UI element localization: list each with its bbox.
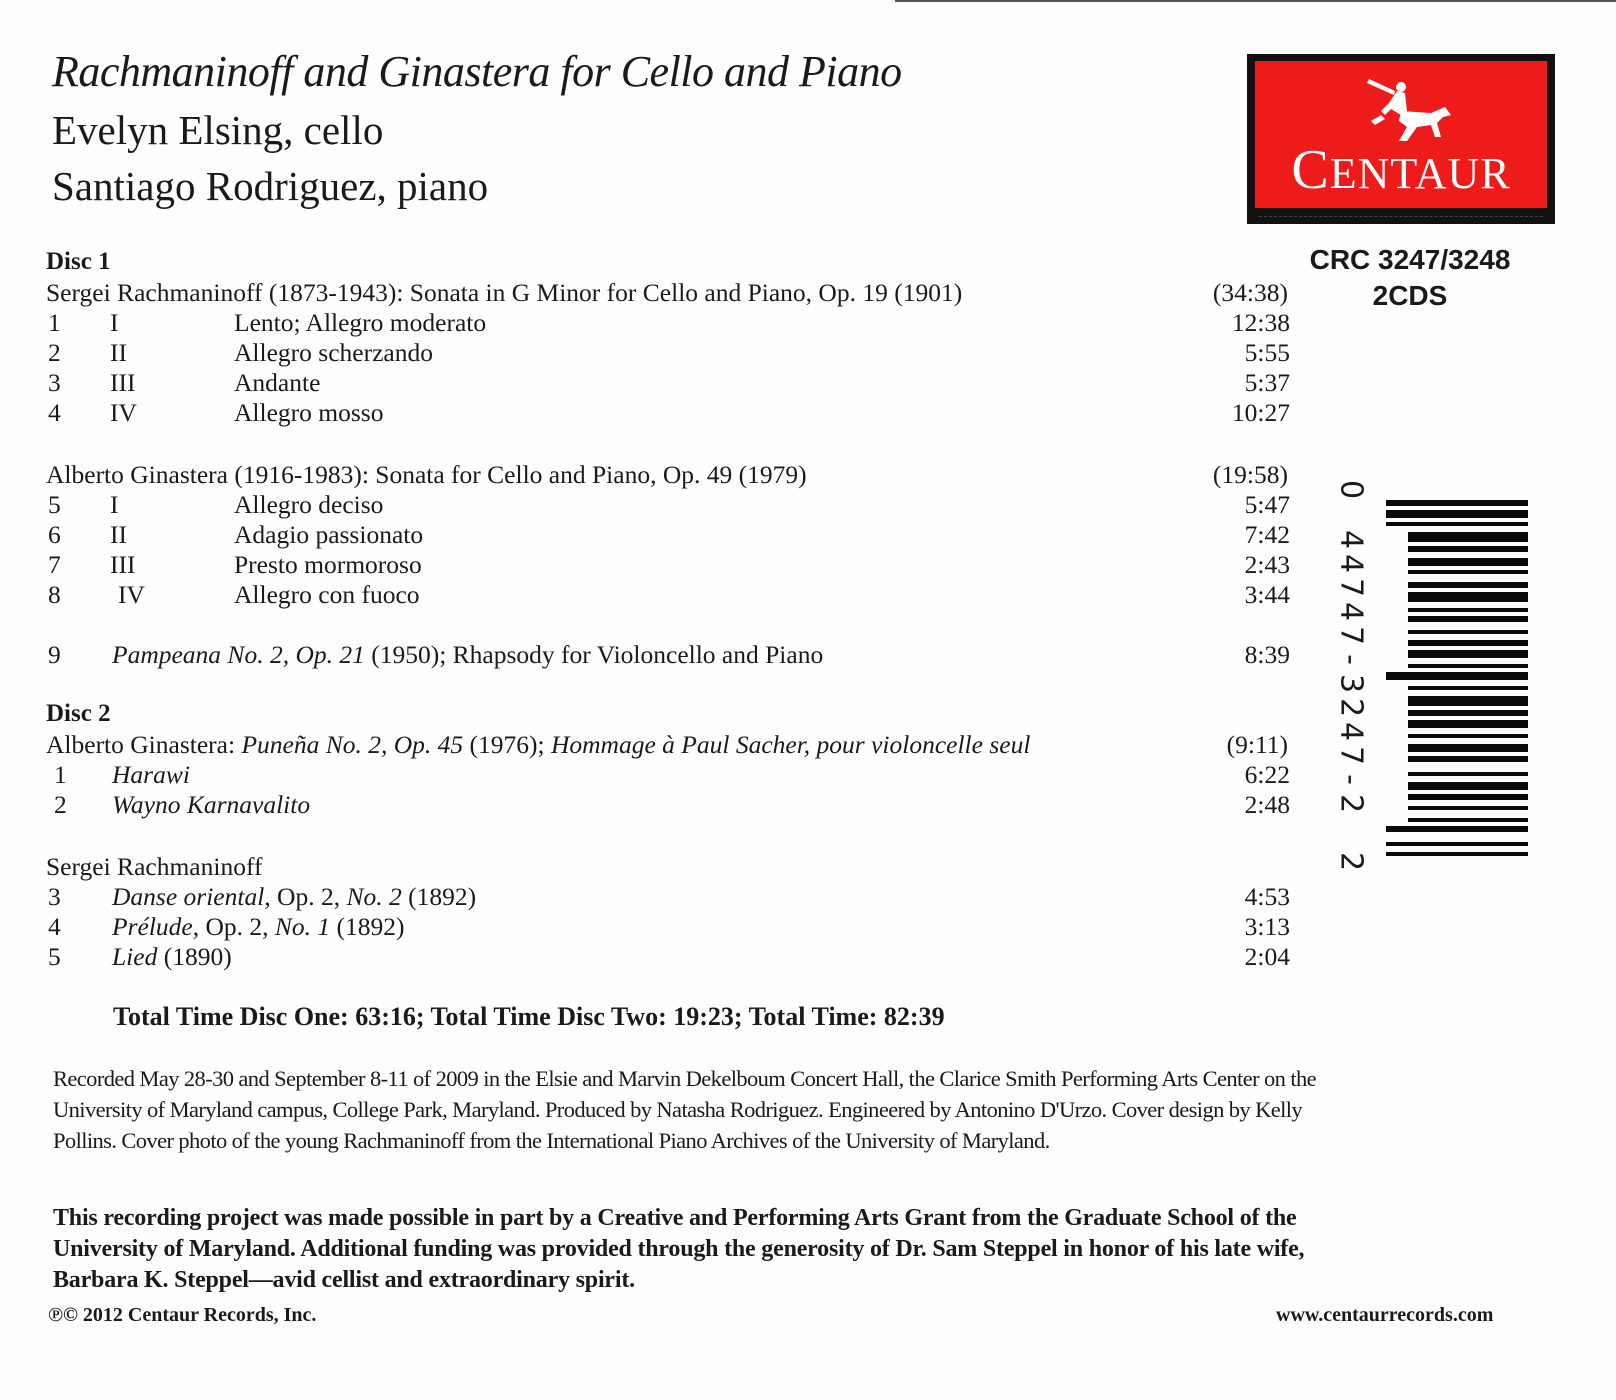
barcode-bar — [1408, 720, 1528, 728]
track-time: 2:48 — [1244, 790, 1290, 819]
track-number: 5 — [48, 942, 61, 971]
track-title: Allegro mosso — [234, 398, 384, 427]
movement-number: III — [110, 550, 136, 579]
barcode-digit: - — [1333, 654, 1369, 665]
performer-cello: Evelyn Elsing, cello — [52, 107, 384, 153]
barcode-bar — [1408, 532, 1528, 542]
barcode-bar — [1408, 686, 1528, 690]
barcode-bar — [1408, 640, 1528, 646]
barcode-bar — [1386, 842, 1528, 846]
track-number: 3 — [48, 368, 61, 397]
track-title-italic-2: No. 1 — [274, 912, 331, 941]
track-title-rest: , Op. 2, — [264, 882, 347, 911]
track-number: 8 — [48, 580, 61, 609]
movement-number: I — [110, 308, 119, 337]
barcode-digit: 2 — [1333, 851, 1369, 872]
movement-number: II — [110, 338, 127, 367]
track-title: Allegro deciso — [234, 490, 384, 519]
track-title: Adagio passionato — [234, 520, 424, 549]
disc-2-label: Disc 2 — [46, 700, 111, 727]
track-time: 5:47 — [1244, 490, 1290, 519]
barcode-bar — [1386, 672, 1528, 680]
barcode-bar — [1408, 772, 1528, 776]
track-title-italic: Prélude — [112, 912, 193, 941]
barcode-bar — [1408, 710, 1528, 716]
track-time: 3:13 — [1244, 912, 1290, 941]
total-times: Total Time Disc One: 63:16; Total Time Disc Two: 19:23; Total Time: 82:39 — [113, 1002, 945, 1031]
track-title: Allegro con fuoco — [234, 580, 420, 609]
track-title-end: (1892) — [330, 912, 405, 941]
track-number: 6 — [48, 520, 61, 549]
track-time: 12:38 — [1231, 308, 1290, 337]
track-title-italic: Lied — [112, 942, 158, 971]
track-time: 5:55 — [1244, 338, 1290, 367]
work-subtitle-italic: Hommage à Paul Sacher, pour violoncelle seul — [550, 730, 1031, 759]
track-time: 7:42 — [1244, 520, 1290, 549]
logo-red-field — [1255, 61, 1547, 208]
barcode-bar — [1408, 582, 1528, 588]
track-number: 1 — [54, 760, 67, 789]
track-time: 4:53 — [1244, 882, 1290, 911]
copyright: ℗© 2012 Centaur Records, Inc. — [48, 1304, 317, 1326]
barcode-bar — [1408, 744, 1528, 752]
track-number: 4 — [48, 912, 61, 941]
track-time: 5:37 — [1244, 368, 1290, 397]
track-title-rest: (1890) — [157, 942, 232, 971]
barcode-digit: 3 — [1333, 673, 1369, 694]
barcode-bar — [1386, 510, 1528, 518]
performer-piano: Santiago Rodriguez, piano — [52, 163, 489, 209]
album-title: Rachmaninoff and Ginastera for Cello and Piano — [52, 47, 902, 96]
barcode-digit: - — [1333, 774, 1369, 785]
track-time: 6:22 — [1244, 760, 1290, 789]
track-number: 2 — [54, 790, 67, 819]
track-title-italic: Pampeana No. 2, Op. 21 — [112, 640, 365, 669]
track-title-italic: Harawi — [112, 760, 190, 789]
barcode-bar — [1386, 852, 1528, 856]
barcode-bar — [1408, 592, 1528, 602]
track-title — [112, 790, 310, 820]
catalog-number: CRC 3247/3248 — [1309, 244, 1511, 275]
track-time: 3:44 — [1244, 580, 1290, 609]
barcode-bar — [1386, 826, 1528, 832]
barcode-bar — [1408, 630, 1528, 634]
track-number: 3 — [48, 882, 61, 911]
barcode — [1386, 500, 1528, 856]
barcode-digit: 7 — [1333, 577, 1369, 598]
track-title — [112, 760, 190, 790]
track-title-end: (1892) — [401, 882, 477, 911]
recording-credits: Recorded May 28-30 and September 8-11 of 2009 in the Elsie and Marvin Dekelboum Concert Hall, the Clarice Smith Performing Arts Center on the University of Maryland campus, College Park, Maryland. Produced by Natasha Rodriguez. Engineered by Antonino D'Urzo. Cover design by Kelly Pollins. Cover photo of the young Rachmaninoff from the International Piano Archives of the University of Maryland. — [53, 1066, 1317, 1153]
barcode-bar — [1408, 664, 1528, 668]
track-number: 9 — [48, 640, 61, 669]
track-title-italic: Danse oriental — [112, 882, 265, 911]
barcode-bar — [1408, 650, 1528, 658]
barcode-digit: 2 — [1333, 697, 1369, 718]
catalog-format: 2CDS — [1372, 280, 1448, 311]
track-title — [112, 942, 232, 972]
track-title-italic-2: No. 2 — [346, 882, 402, 911]
movement-number: IV — [118, 580, 145, 609]
work-title-italic: Puneña No. 2, Op. 45 — [241, 730, 464, 759]
track-time: 2:04 — [1244, 942, 1290, 971]
barcode-bar — [1386, 500, 1528, 506]
barcode-bar — [1408, 608, 1528, 612]
barcode-bar — [1386, 522, 1528, 526]
disc-2-work-1-total: (9:11) — [1226, 730, 1288, 759]
website-link[interactable]: www.centaurrecords.com — [1276, 1304, 1494, 1326]
disc-1-label: Disc 1 — [46, 248, 111, 275]
track-number: 1 — [48, 308, 61, 337]
composer: Alberto Ginastera: — [46, 730, 242, 759]
barcode-digit: 2 — [1333, 793, 1369, 814]
barcode-digit: 7 — [1333, 625, 1369, 646]
catalog-block — [1280, 242, 1540, 314]
disc-1-work-1-heading: Sergei Rachmaninoff (1873-1943): Sonata in G Minor for Cello and Piano, Op. 19 (1901) — [46, 278, 963, 307]
barcode-bar — [1408, 794, 1528, 800]
disc-2-work-2-heading: Sergei Rachmaninoff — [46, 852, 263, 881]
track-title-rest: (1950); Rhapsody for Violoncello and Piano — [364, 640, 824, 669]
barcode-digits — [1333, 472, 1376, 892]
track-title-rest: , Op. 2, — [192, 912, 275, 941]
barcode-digit: 4 — [1333, 601, 1369, 622]
barcode-bar — [1408, 616, 1528, 622]
track-title: Presto mormoroso — [234, 550, 422, 579]
disc-1-work-1-total: (34:38) — [1212, 278, 1288, 307]
track-number: 4 — [48, 398, 61, 427]
track-title — [112, 912, 405, 942]
disc-1-work-2-heading: Alberto Ginastera (1916-1983): Sonata for Cello and Piano, Op. 49 (1979) — [46, 460, 807, 489]
track-number: 2 — [48, 338, 61, 367]
track-number: 5 — [48, 490, 61, 519]
barcode-bar — [1408, 756, 1528, 762]
track-time: 10:27 — [1231, 398, 1290, 427]
track-time: 8:39 — [1244, 640, 1290, 669]
track-number: 7 — [48, 550, 61, 579]
barcode-bar — [1408, 546, 1528, 552]
disc-1-work-2-total: (19:58) — [1212, 460, 1288, 489]
barcode-digit: 4 — [1333, 721, 1369, 742]
work-title-mid: (1976); — [463, 730, 551, 759]
track-title — [112, 640, 823, 670]
track-time: 2:43 — [1244, 550, 1290, 579]
movement-number: III — [110, 368, 136, 397]
barcode-digit: 4 — [1333, 553, 1369, 574]
centaur-logo — [1247, 54, 1555, 224]
barcode-bar — [1408, 818, 1528, 822]
disc-2-work-1-heading — [46, 730, 1030, 760]
top-edge-line — [895, 0, 1616, 2]
logo-underline — [1259, 216, 1543, 217]
barcode-digit: 0 — [1333, 479, 1369, 500]
barcode-bar — [1408, 570, 1528, 574]
track-title: Allegro scherzando — [234, 338, 433, 367]
barcode-bar — [1408, 782, 1528, 790]
track-title — [112, 882, 476, 912]
grant-acknowledgement: This recording project was made possible in part by a Creative and Performing Arts Grant from the Graduate School of the University of Maryland. Additional funding was provided through the generosity of Dr. Sam Steppel in honor of his late wife, Barbara K. Steppel—avid cellist and extraordinary spirit. — [53, 1205, 1305, 1293]
track-title: Lento; Allegro moderato — [234, 308, 487, 337]
movement-number: IV — [110, 398, 137, 427]
logo-brand-text: CENTAUR — [1291, 139, 1511, 201]
track-title: Andante — [234, 368, 321, 397]
barcode-bar — [1408, 558, 1528, 566]
barcode-digit: 4 — [1333, 529, 1369, 550]
track-title-italic: Wayno Karnavalito — [112, 790, 311, 819]
movement-number: II — [110, 520, 127, 549]
barcode-bar — [1408, 806, 1528, 810]
barcode-digit: 7 — [1333, 745, 1369, 766]
barcode-bar — [1408, 734, 1528, 738]
movement-number: I — [110, 490, 119, 519]
barcode-bar — [1408, 696, 1528, 706]
